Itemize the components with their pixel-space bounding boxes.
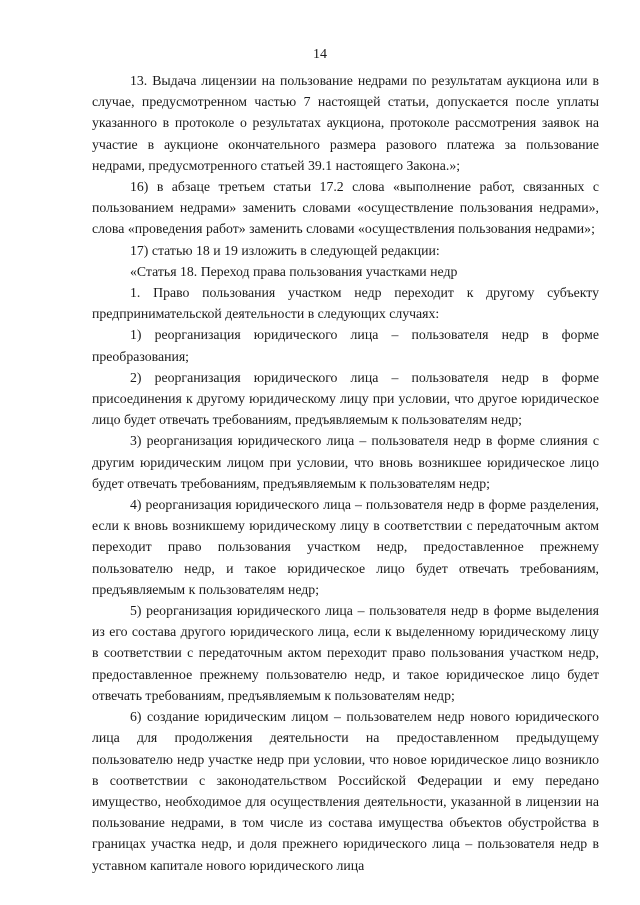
list-item-4-division: 4) реорганизация юридического лица – пользователя недр в форме разделения, если к вновь возникшему юридическому лицу в соответствии с передаточным актом переходит право пользования участком недр, предоставленное прежнему пользователю недр, и такое юридическое лицо будет отвечать требованиям, предъявляемым к пользователям недр;: [92, 497, 599, 597]
paragraph-13-license-issuance: 13. Выдача лицензии на пользование недрами по результатам аукциона или в случае, предусмотренном частью 7 настоящей статьи, допускается после уплаты указанного в протоколе о результатах аукциона, протоколе рассмотрения заявок на участие в аукционе окончательного размера разового платежа за пользование недрами, предусмотренного статьей 39.1 настоящего Закона.»;: [92, 73, 599, 173]
list-item-1-transformation: 1) реорганизация юридического лица – пользователя недр в форме преобразования;: [92, 327, 599, 364]
list-item-3-merger: 3) реорганизация юридического лица – пользователя недр в форме слияния с другим юридическим лицом при условии, что вновь возникшее юридическое лицо будет отвечать требованиям, предъявляемым к пользователям недр;: [92, 433, 599, 491]
article-18-clause-1: 1. Право пользования участком недр переходит к другому субъекту предпринимательской деятельности в следующих случаях:: [92, 285, 599, 322]
list-item-6-new-entity: 6) создание юридическим лицом – пользователем недр нового юридического лица для продолжения деятельности на предоставленном предыдущему пользователю недр участке недр при условии, что новое юридическое лицо возникло в соответствии с законодательством Российской Федерации и ему передано имущество, необходимое для осуществления деятельности, указанной в лицензии на пользование недрами, в том числе из состава имущества объектов обустройства в границах участка недр, и доля прежнего юридического лица – пользователя недр в уставном капитале нового юридического лица: [92, 709, 599, 873]
page-number: 14: [313, 47, 327, 62]
document-body: [92, 70, 599, 876]
paragraph-17-articles-18-19: 17) статью 18 и 19 изложить в следующей редакции:: [130, 242, 440, 258]
article-18-heading: «Статья 18. Переход права пользования участками недр: [130, 263, 458, 279]
list-item-5-separation: 5) реорганизация юридического лица – пользователя недр в форме выделения из его состава другого юридического лица, если к выделенному юридическому лицу в соответствии с передаточным актом переходит право пользования участком недр, предоставленное прежнему пользователю недр, и такое юридическое лицо будет отвечать требованиям, предъявляемым к пользователям недр;: [92, 603, 599, 703]
list-item-2-accession: 2) реорганизация юридического лица – пользователя недр в форме присоединения к другому юридическому лицу при условии, что другое юридическое лицо будет отвечать требованиям, предъявляемым к пользователям недр;: [92, 369, 599, 428]
paragraph-16-article-17-2: 16) в абзаце третьем статьи 17.2 слова «выполнение работ, связанных с пользованием недрами» заменить словами «осуществление пользования недрами», слова «проведения работ» заменить словами «осуществления пользования недрами»;: [92, 179, 599, 237]
